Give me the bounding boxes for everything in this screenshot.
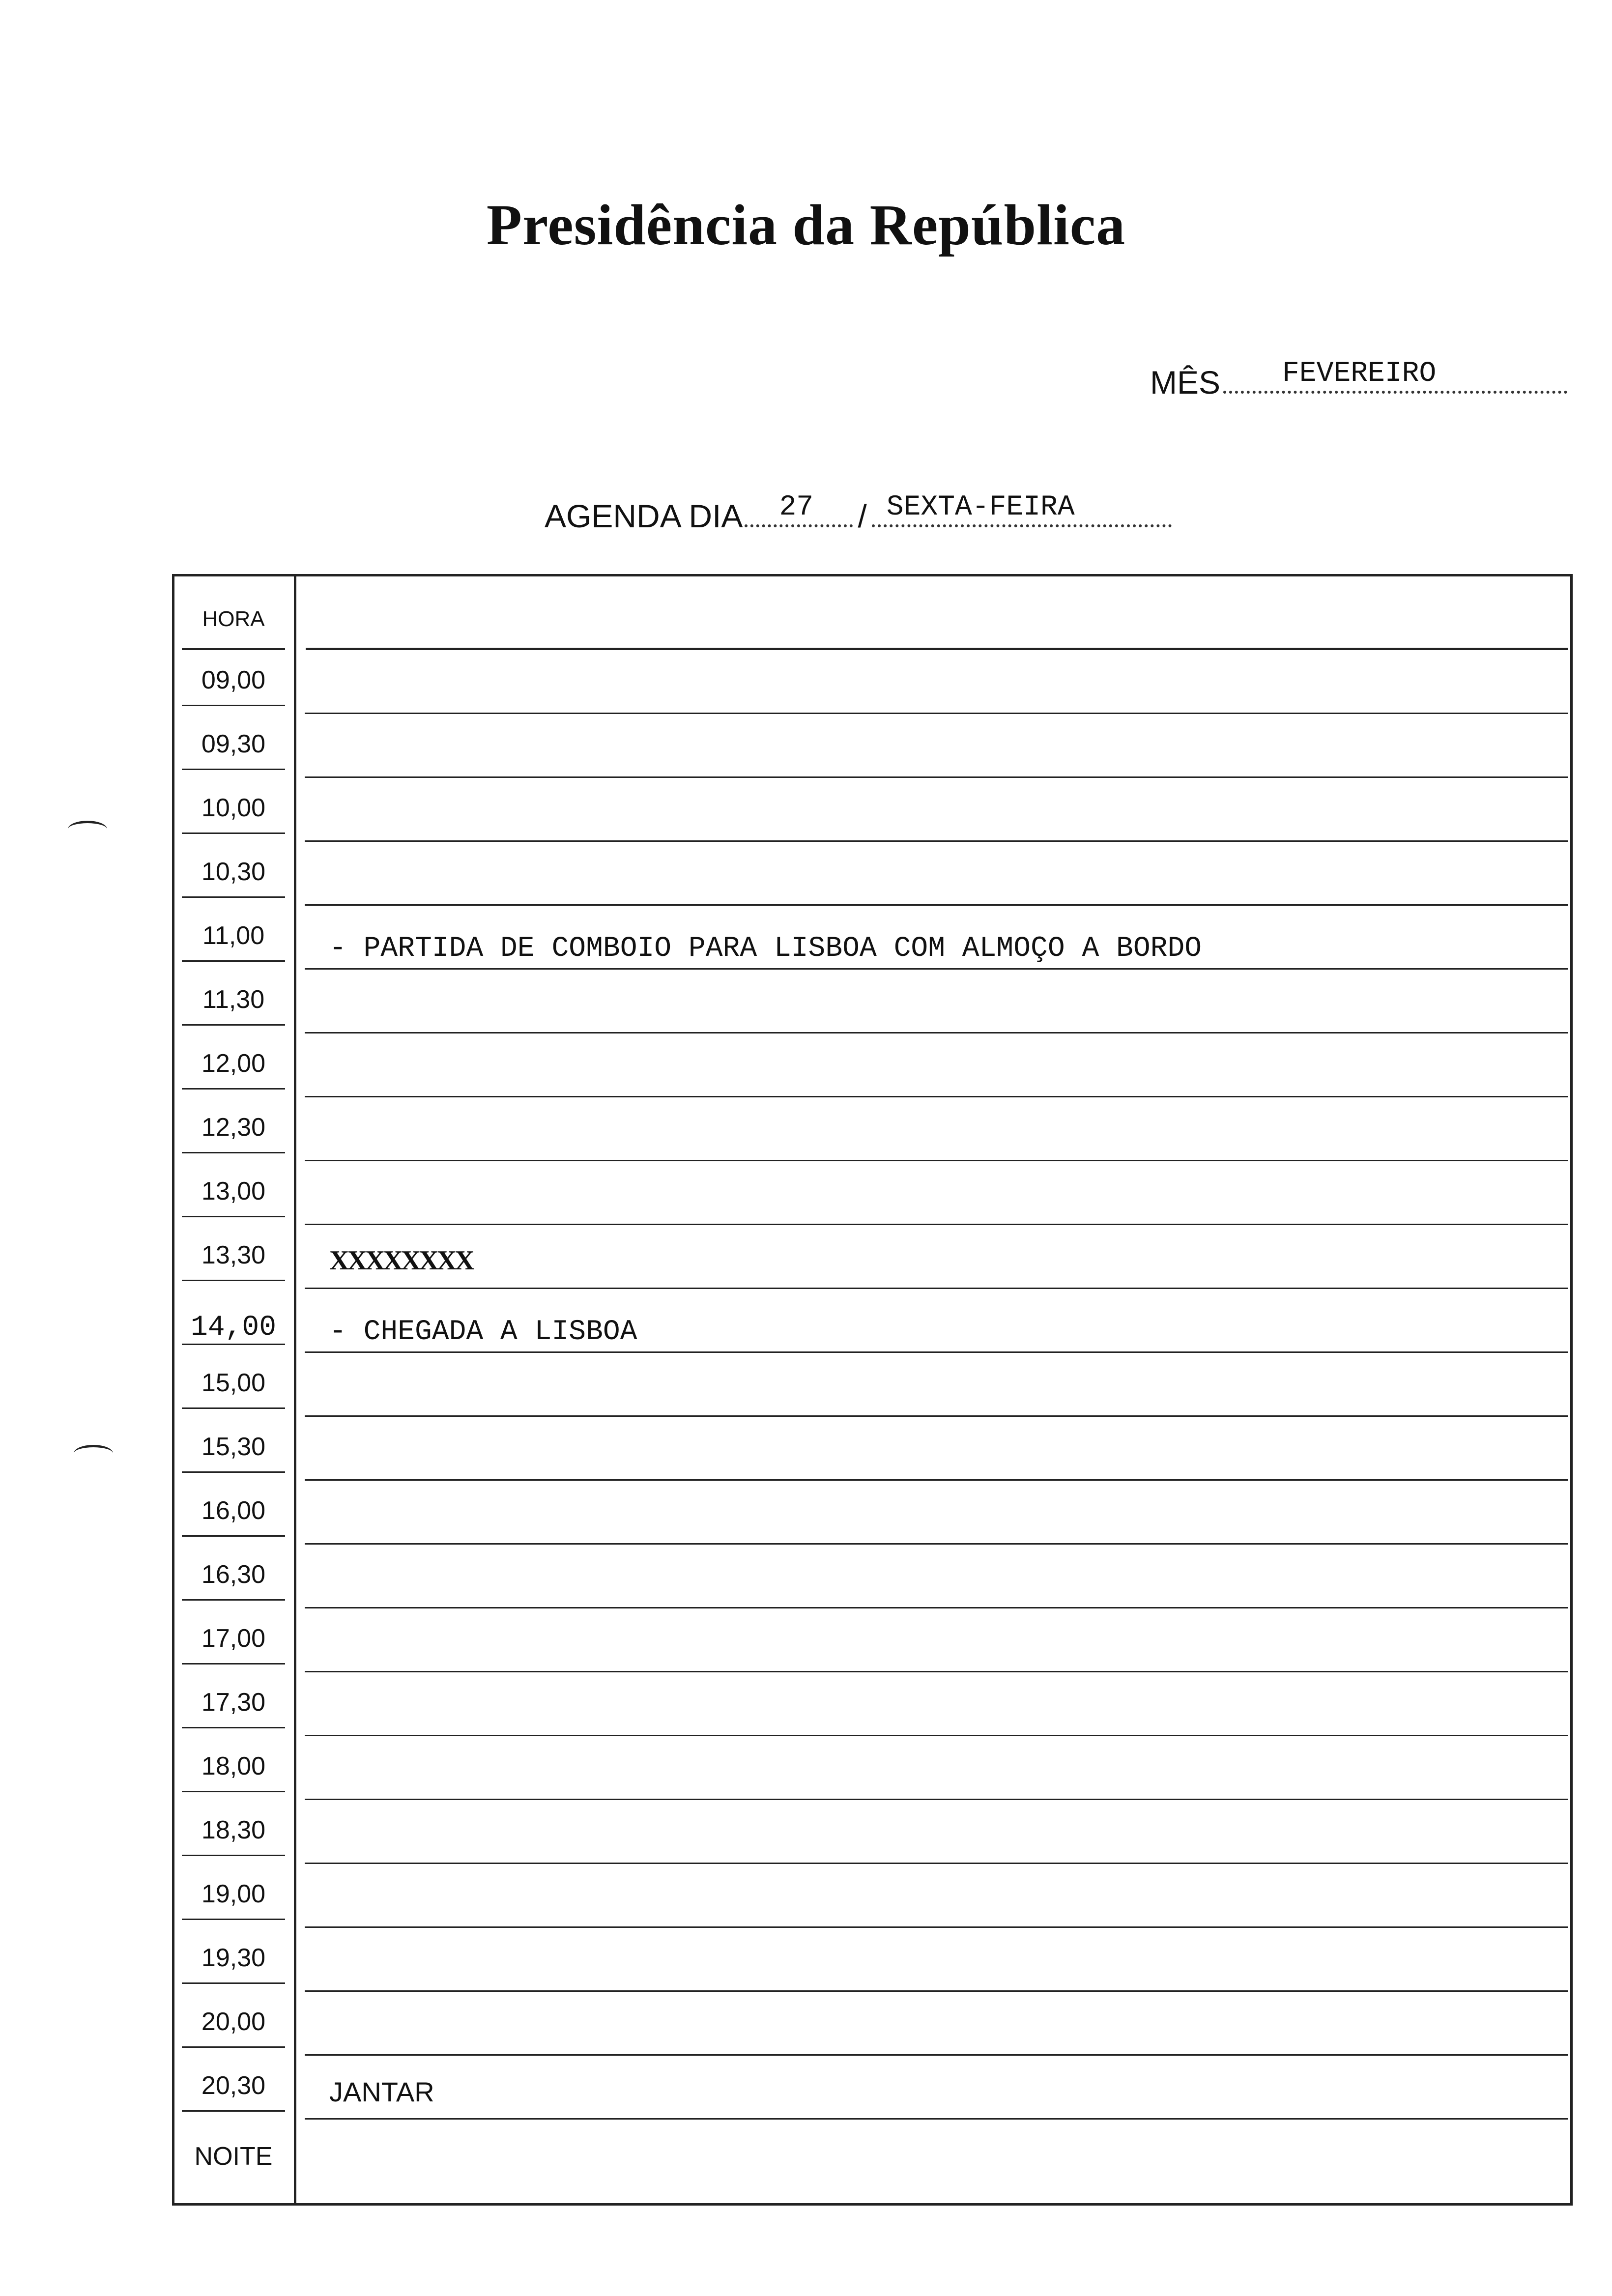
agenda-entry: - CHEGADA A LISBOA: [329, 1316, 637, 1348]
table-row: [172, 2120, 1573, 2201]
table-row: [172, 1608, 1573, 1672]
time-cell: 17,00: [182, 1624, 285, 1665]
time-cell: 14,00: [182, 1312, 285, 1345]
time-cell: 18,30: [182, 1815, 285, 1856]
agenda-entry: JANTAR: [329, 2076, 434, 2107]
time-cell: 16,00: [182, 1496, 285, 1537]
table-row: [172, 714, 1573, 778]
time-cell: 18,00: [182, 1751, 285, 1792]
table-row: [172, 1417, 1573, 1481]
time-cell: 17,30: [182, 1688, 285, 1728]
weekday-dotted-line: [872, 491, 1172, 527]
table-row: [172, 778, 1573, 842]
time-cell: NOITE: [194, 2142, 273, 2171]
table-row: [172, 1481, 1573, 1545]
table-row: [172, 650, 1573, 714]
table-row: [172, 1097, 1573, 1161]
time-cell: 10,30: [182, 857, 285, 898]
month-dotted-line: [1223, 358, 1567, 394]
time-cell: 15,30: [182, 1432, 285, 1473]
table-row: [172, 1033, 1573, 1097]
agenda-table: [172, 574, 1573, 2206]
time-cell: 13,30: [182, 1240, 285, 1281]
table-row: [172, 1864, 1573, 1928]
time-cell: 13,00: [182, 1177, 285, 1217]
day-value: 27: [779, 491, 814, 523]
punch-hole-mark: [68, 821, 107, 838]
table-row: [172, 1992, 1573, 2056]
punch-hole-mark: [74, 1445, 113, 1462]
table-row: [172, 1353, 1573, 1417]
table-row: [172, 1800, 1573, 1864]
table-row: [172, 2056, 1573, 2120]
page-title: Presidência da República: [486, 193, 1126, 257]
month-field: [1150, 358, 1567, 401]
time-cell: 11,30: [182, 985, 285, 1026]
hora-header: HORA: [182, 607, 285, 650]
month-label: MÊS: [1150, 364, 1221, 401]
table-row: [172, 1545, 1573, 1608]
time-cell: 20,30: [182, 2071, 285, 2112]
time-cell: 20,00: [182, 2007, 285, 2048]
time-cell: 15,00: [182, 1368, 285, 1409]
table-header-row: [172, 576, 1573, 650]
time-cell: 19,30: [182, 1943, 285, 1984]
time-cell: 10,00: [182, 793, 285, 834]
time-cell: 11,00: [182, 921, 285, 962]
table-row: [172, 1928, 1573, 1992]
table-row: [172, 1161, 1573, 1225]
table-row: [172, 1225, 1573, 1289]
table-row: [172, 1289, 1573, 1353]
table-row: [172, 906, 1573, 970]
time-cell: 09,30: [182, 729, 285, 770]
agenda-label: AGENDA DIA: [545, 498, 743, 534]
agenda-entry: - PARTIDA DE COMBOIO PARA LISBOA COM ALMOÇO A BORDO: [329, 933, 1202, 965]
struck-out-entry: XXXXXXXX: [329, 1245, 473, 1276]
month-value: FEVEREIRO: [1282, 358, 1437, 390]
weekday-value: SEXTA-FEIRA: [886, 491, 1075, 523]
table-row: [172, 842, 1573, 906]
agenda-day-field: [545, 491, 1172, 535]
time-cell: 12,00: [182, 1049, 285, 1090]
time-cell: 19,00: [182, 1879, 285, 1920]
time-cell: 09,00: [182, 665, 285, 706]
day-separator: /: [858, 498, 867, 534]
table-row: [172, 1672, 1573, 1736]
table-row: [172, 1736, 1573, 1800]
time-cell: 16,30: [182, 1560, 285, 1601]
time-cell: 12,30: [182, 1113, 285, 1153]
day-dotted-line: [745, 491, 853, 527]
table-row: [172, 970, 1573, 1033]
